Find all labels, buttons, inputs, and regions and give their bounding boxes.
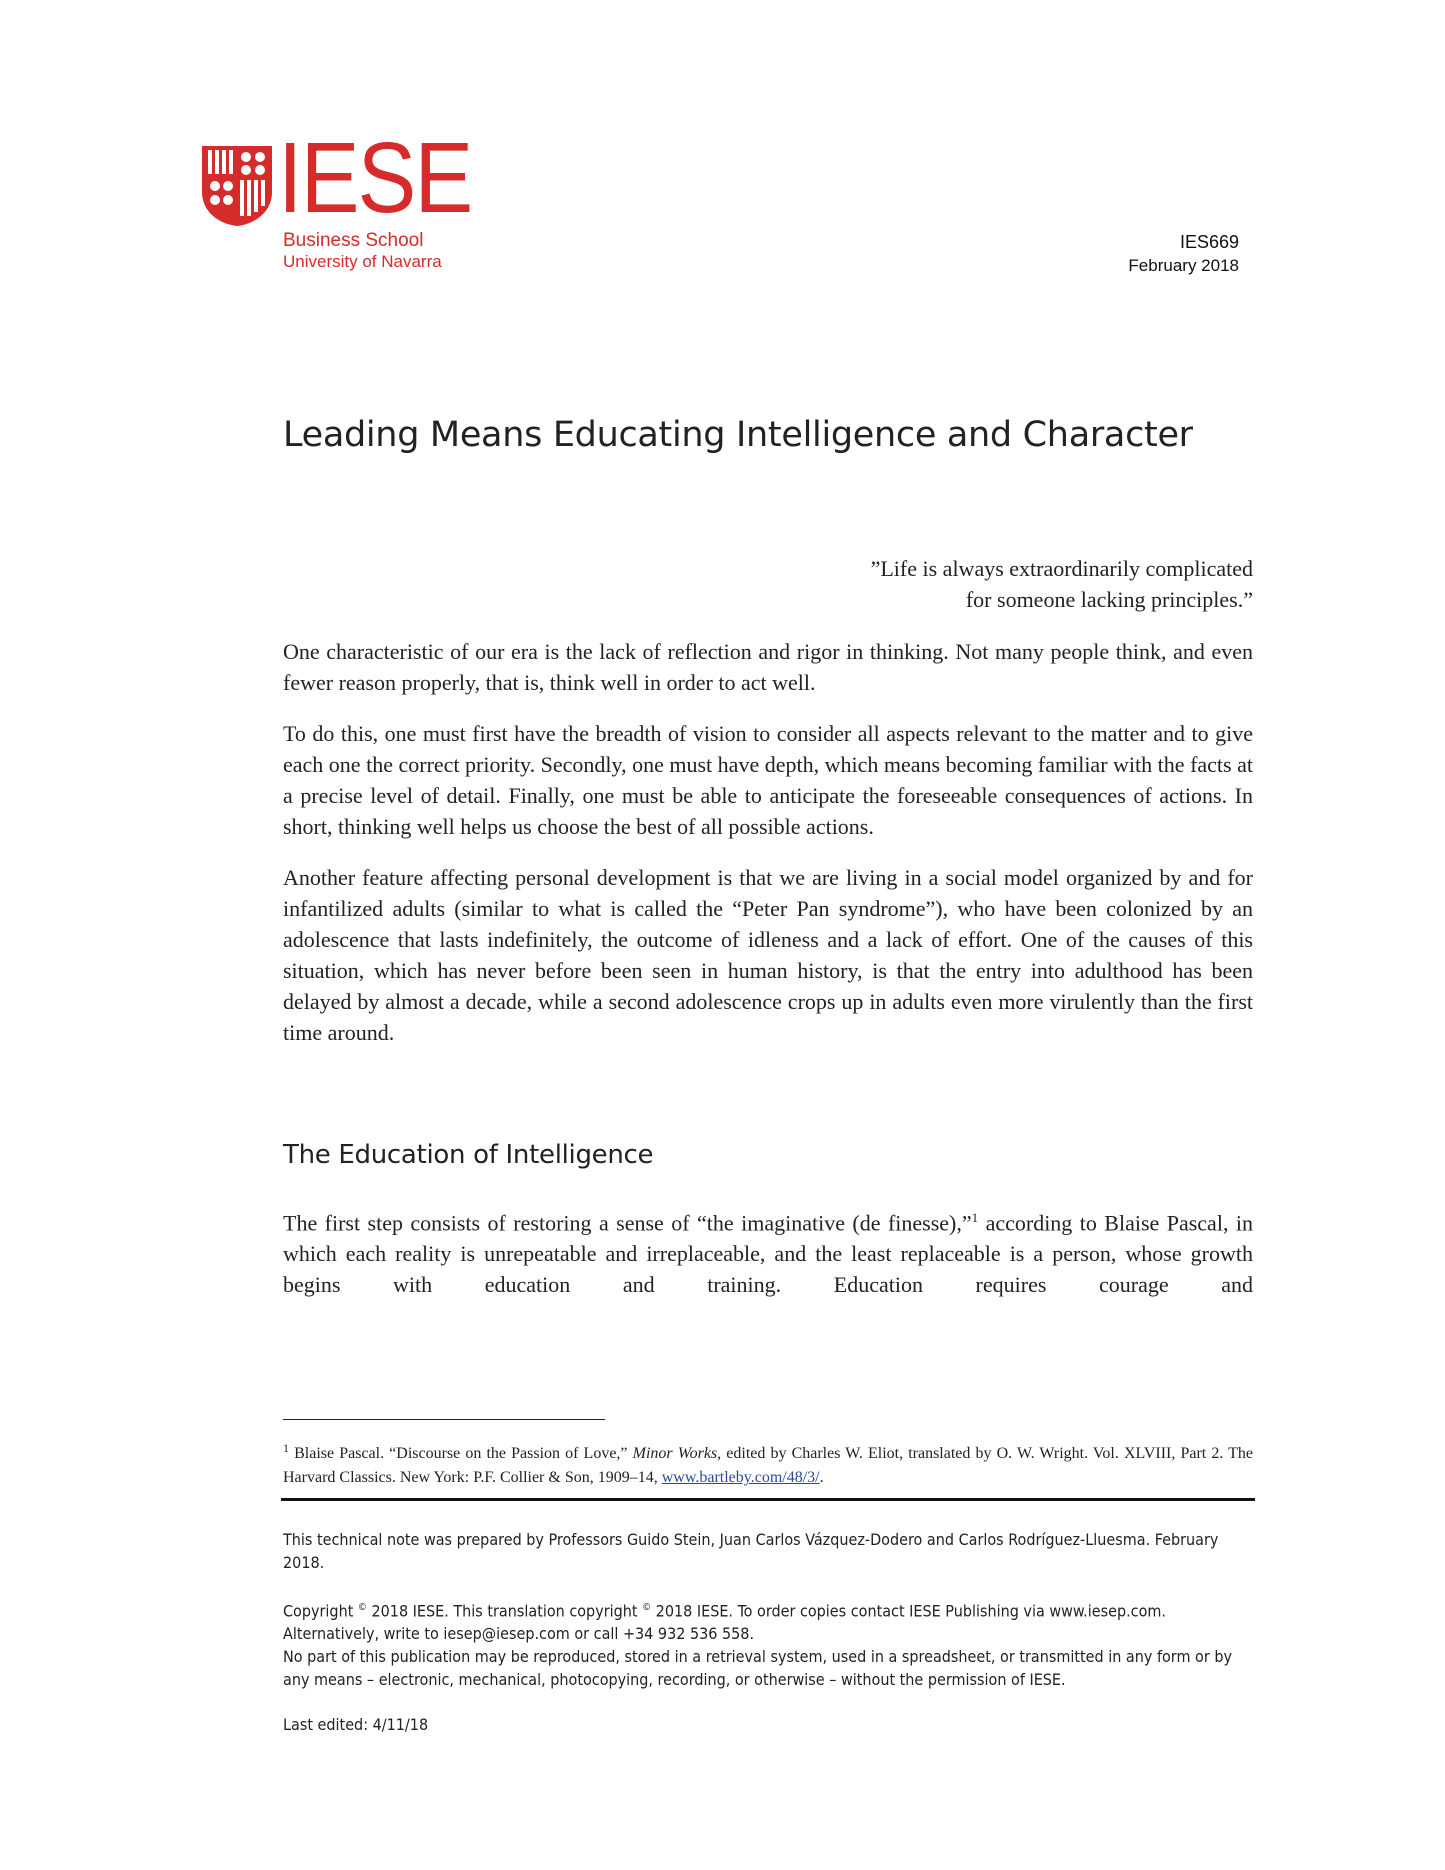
section-text: The first step consists of restoring a sense of “the imaginative (de finesse),” — [283, 1210, 972, 1236]
logo-wordmark: IESE — [278, 122, 472, 234]
logo-subtitle-university: University of Navarra — [283, 252, 442, 271]
footer-divider — [281, 1498, 1255, 1501]
footnote-divider — [283, 1419, 605, 1420]
epigraph-quote — [871, 553, 1253, 615]
section-body — [283, 1202, 1253, 1300]
section-text: according to Blaise Pascal, in which each reality is unrepeatable and irreplaceable, and the least replaceable is a person, whose growth begins with education and training. Education requires courage and — [283, 1210, 1253, 1298]
copyright-text: 2018 IESE. This translation copyright — [366, 1601, 643, 1621]
section-heading: The Education of Intelligence — [283, 1140, 654, 1170]
document-meta — [1128, 230, 1239, 278]
section-paragraph — [283, 1202, 1253, 1300]
document-date: February 2018 — [1128, 256, 1239, 275]
body-paragraph: To do this, one must first have the breadth of vision to consider all aspects relevant to the matter and to give each one the correct priority. Secondly, one must have depth, which means becoming familiar with the facts at a precise level of detail. Finally, one must be able to anticipate the foreseeable consequences of actions. In short, thinking well helps us choose the best of all possible actions. — [283, 721, 1253, 839]
footer-copyright — [283, 1596, 1253, 1622]
footer — [283, 1528, 1253, 1736]
copyright-text: 2018 IESE. To order copies contact IESE Publishing via www.iesep.com. — [651, 1601, 1166, 1621]
body-paragraph: Another feature affecting personal development is that we are living in a social model organized by and for infantilized adults (similar to what is called the “Peter Pan syndrome”), who have been colonized by an adolescence that lasts indefinitely, the outcome of idleness and a lack of effort. One of the causes of this situation, which has never before been seen in human history, is that the entry into adulthood has been delayed by almost a decade, while a second adolescence crops up in adults even more virulently than the first time around. — [283, 865, 1253, 1045]
body-text — [283, 636, 1253, 1068]
copyright-symbol: © — [357, 1602, 367, 1613]
footer-rights: No part of this publication may be reproduced, stored in a retrieval system, used in a spreadsheet, or transmitted in any form or by any means – electronic, mechanical, photocopying, recording, or otherwise – without the permission of IESE. — [283, 1647, 1232, 1690]
footnote-italic-title: Minor Works — [632, 1445, 718, 1462]
footnote-end: . — [819, 1469, 824, 1486]
copyright-text: Copyright — [283, 1601, 358, 1621]
footnote-reference[interactable]: 1 — [971, 1210, 979, 1225]
epigraph-line: ”Life is always extraordinarily complicated — [870, 556, 1253, 581]
footer-last-edited: Last edited: 4/11/18 — [283, 1715, 429, 1735]
logo-subtitle-business-school: Business School — [283, 230, 424, 251]
iese-logo — [200, 122, 472, 282]
iese-shield-icon — [200, 144, 274, 228]
footnote-number: 1 — [283, 1441, 289, 1455]
epigraph-line: for someone lacking principles.” — [965, 587, 1253, 612]
footnote-text: , edited by Charles W. Eliot, translated by O. W. Wright. Vol. XLVIII, Part 2. The Harvard Classics. New York: P.F. Collier & Son, 1909–14, — [283, 1445, 1254, 1486]
footnote-link[interactable]: www.bartleby.com/48/3/ — [661, 1469, 820, 1486]
page-title: Leading Means Educating Intelligence and Character — [283, 415, 1193, 455]
body-paragraph: One characteristic of our era is the lack of reflection and rigor in thinking. Not many people think, and even fewer reason properly, that is, think well in order to act well. — [283, 639, 1253, 695]
footnote-text: Blaise Pascal. “Discourse on the Passion of Love,” — [289, 1445, 633, 1462]
footer-contact: Alternatively, write to iesep@iesep.com or call +34 932 536 558. — [283, 1624, 755, 1644]
document-code: IES669 — [1179, 232, 1239, 252]
copyright-symbol: © — [642, 1602, 652, 1613]
footer-prepared-note: This technical note was prepared by Professors Guido Stein, Juan Carlos Vázquez-Dodero and Carlos Rodríguez-Lluesma. February 2018. — [283, 1530, 1219, 1572]
footnote — [283, 1436, 1253, 1490]
